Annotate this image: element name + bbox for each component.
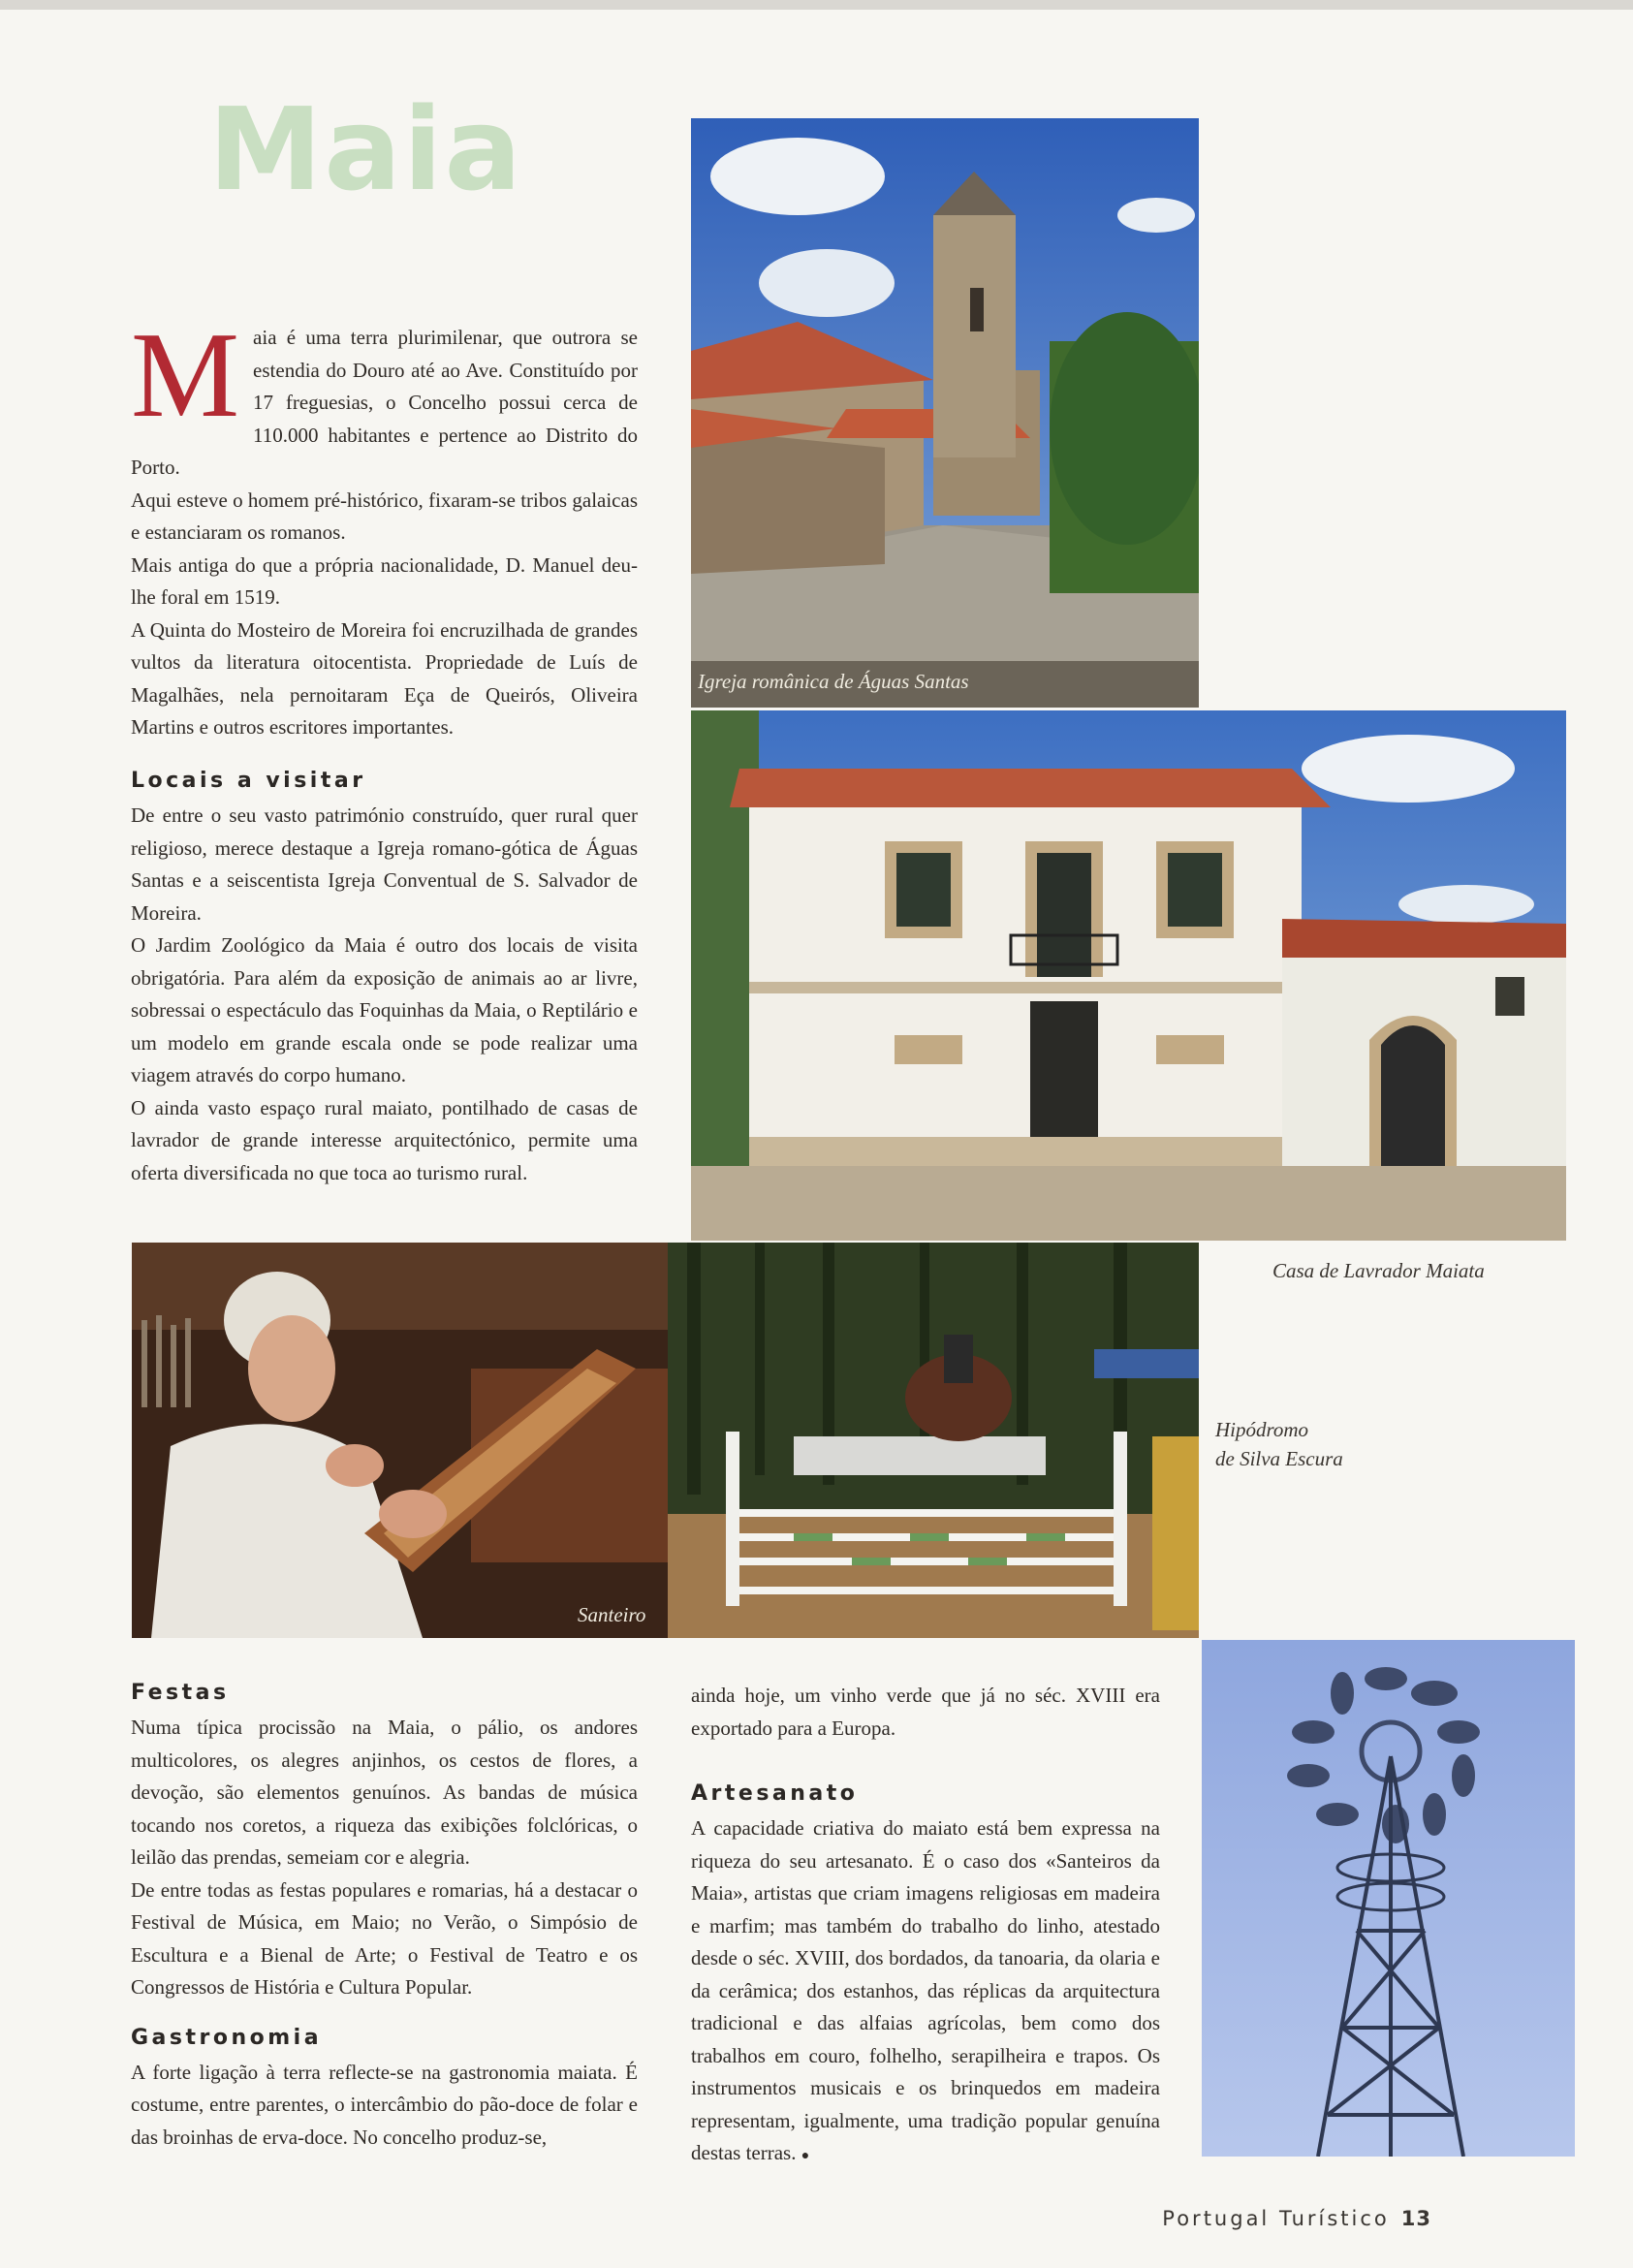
artesanato-section [691, 1680, 1160, 2173]
artesanato-text: A capacidade criativa do maiato está bem expressa na riqueza do seu artesanato. É o caso dos «Santeiros da Maia», artistas que criam imagens religiosas em madeira e marfim; mas também do trabalho do linho, atestado desde o séc. XVIII, dos bordados, da tanoaria, da olaria e da cerâmica; dos estanhos, das réplicas da arquitectura tradicional e das alfaias agrícolas, bem como dos trabalhos em couro, folhelho, serapilheira e trapos. Os instrumentos musicais e os brinquedos em madeira representam, igualmente, uma tradição popular genuína destas terras. [691, 1816, 1160, 2164]
intro-paragraph-2: Aqui esteve o homem pré-histórico, fixaram-se tribos galaicas e estanciaram os romanos. [131, 488, 638, 544]
footer [1162, 2207, 1431, 2230]
farmhouse-caption: Casa de Lavrador Maiata [1272, 1259, 1485, 1282]
locais-paragraph-2: O Jardim Zoológico da Maia é outro dos locais de visita obrigatória. Para além da exposição de animais ao ar livre, sobressai o espectáculo das Foquinhas da Maia, o Reptilário e um modelo em grande escala onde se pode realizar uma viagem através do corpo humano. [131, 933, 638, 1087]
end-mark: ● [801, 2149, 810, 2163]
hipodromo-caption-line2: de Silva Escura [1215, 1447, 1343, 1470]
festas-paragraph-1: Numa típica procissão na Maia, o pálio, os andores multicolores, os alegres anjinhos, os cestos de flores, a devoção, são elementos genuínos. As bandas de música tocando nos coretos, a riqueza das exibições folclóricas, o leilão das prendas, semeiam cor e alegria. [131, 1716, 638, 1869]
intro-paragraph-3: Mais antiga do que a própria nacionalidade, D. Manuel deu-lhe foral em 1519. [131, 552, 638, 609]
locais-heading: Locais a visitar [131, 769, 366, 793]
intro-section [131, 308, 638, 744]
hipodromo-photo [668, 1243, 1199, 1638]
locais-paragraph-3: O ainda vasto espaço rural maiato, pontilhado de casas de lavrador de grande interesse arquitectónico, permite uma oferta diversificada no que toca ao turismo rural. [131, 1095, 638, 1184]
page-top-edge [0, 0, 1633, 10]
farmhouse-photo [691, 710, 1566, 1241]
page-title: Maia [208, 82, 524, 216]
gastronomia-heading: Gastronomia [131, 2025, 323, 2050]
magazine-name: Portugal Turístico [1162, 2207, 1390, 2230]
hipodromo-caption-line1: Hipódromo [1215, 1418, 1309, 1441]
windmill-photo [1202, 1640, 1575, 2157]
dropcap: M [131, 308, 240, 443]
santeiro-photo [132, 1243, 668, 1638]
festas-section [131, 1679, 638, 2154]
locais-paragraph-1: De entre o seu vasto património construído, quer rural quer religioso, merece destaque a Igreja romano-gótica de Águas Santas e a seiscentista Igreja Conventual de S. Salvador de Moreira. [131, 803, 638, 925]
page-number: 13 [1400, 2207, 1431, 2230]
intro-paragraph-1: aia é uma terra plurimilenar, que outrora se estendia do Douro até ao Ave. Constituído por 17 freguesias, o Concelho possui cerca de 110.000 habitantes e pertence ao Distrito do Porto. [131, 326, 638, 479]
gastronomia-paragraph-1-cont: ainda hoje, um vinho verde que já no séc. XVIII era exportado para a Europa. [691, 1684, 1160, 1740]
intro-paragraph-4: A Quinta do Mosteiro de Moreira foi encruzilhada de grandes vultos da literatura oitocentista. Propriedade de Luís de Magalhães, nela pernoitaram Eça de Queirós, Oliveira Martins e outros escritores importantes. [131, 617, 638, 739]
church-photo [691, 118, 1199, 708]
artesanato-heading: Artesanato [691, 1781, 859, 1806]
santeiro-caption: Santeiro [578, 1603, 646, 1626]
church-caption: Igreja românica de Águas Santas [698, 670, 969, 693]
festas-paragraph-2: De entre todas as festas populares e romarias, há a destacar o Festival de Música, em Maio; no Verão, o Simpósio de Escultura e a Bienal de Arte; o Festival de Teatro e os Congressos de História e Cultura Popular. [131, 1877, 638, 1999]
festas-heading: Festas [131, 1681, 230, 1705]
locais-section [131, 767, 638, 1189]
artesanato-paragraph-1 [691, 1812, 1160, 2173]
gastronomia-paragraph-1: A forte ligação à terra reflecte-se na gastronomia maiata. É costume, entre parentes, o intercâmbio do pão-doce de folar e das broinhas de erva-doce. No concelho produz-se, [131, 2060, 638, 2149]
